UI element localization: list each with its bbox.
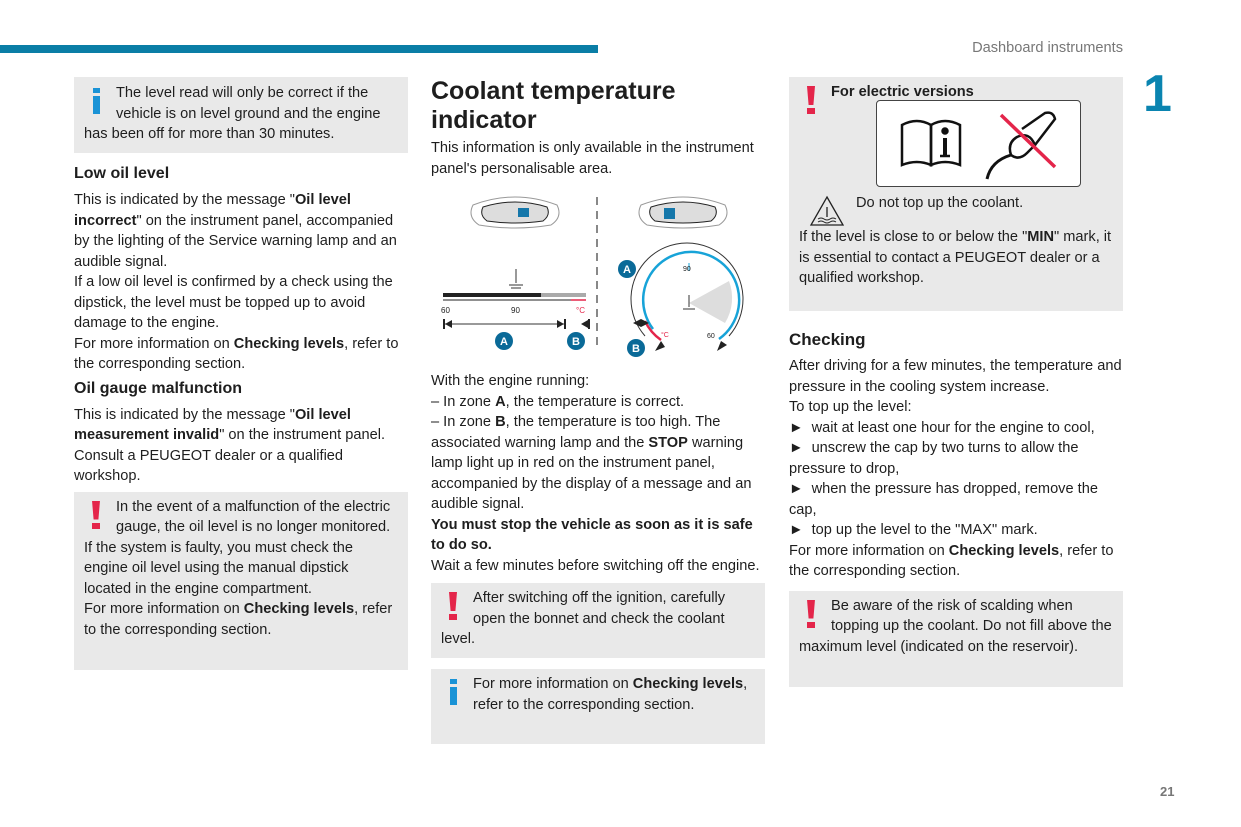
- min-level-text: If the level is close to or below the "MIN" mark, it is essential to contact a PEUGEOT dealer or a qualified workshop.: [799, 229, 1112, 286]
- info-text: The level read will only be correct if the vehicle is on level ground and the engine has been off for more than 30 minutes.: [84, 85, 381, 142]
- column-electric-checking: [789, 77, 1123, 687]
- checking-lead: To top up the level:: [789, 399, 912, 415]
- link-checking-levels[interactable]: Checking levels: [233, 335, 345, 352]
- wait-text: Wait a few minutes before switching off the engine.: [431, 557, 760, 574]
- page-number: 21: [1160, 784, 1175, 799]
- intro-text: This information is only available in the instrument panel's personalisable area.: [431, 140, 754, 177]
- zone-b-text: – In zone B, the temperature is too high. The associated warning lamp and the STOP warning lamp light up in red on the instrument panel, accompanied by the display of a message and an audible signal.: [431, 414, 752, 512]
- chapter-number: 1: [1143, 65, 1172, 123]
- coolant-gauge-figure: [431, 191, 765, 363]
- column-oil: [74, 77, 408, 670]
- info-icon: [84, 83, 106, 119]
- linear-gauge-fill: [443, 293, 541, 297]
- info-box-checking-levels: [431, 669, 765, 744]
- no-top-up-row: [799, 193, 1113, 225]
- linear-tick-90: 90: [511, 306, 520, 315]
- linear-gauge-rest: [541, 293, 586, 297]
- heading-checking: Checking: [789, 330, 866, 349]
- link-checking-levels[interactable]: Checking levels: [948, 542, 1060, 559]
- warning-text: After switching off the ignition, carefully open the bonnet and check the coolant level.: [441, 590, 726, 647]
- link-checking-levels[interactable]: Checking levels: [243, 601, 355, 617]
- hot-coolant-warning-icon: [809, 195, 845, 227]
- linear-unit: °C: [576, 306, 585, 315]
- warning-icon: [84, 497, 106, 533]
- link-checking-levels[interactable]: Checking levels: [632, 676, 744, 692]
- checking-more-info: For more information on Checking levels, refer to the corresponding section.: [789, 542, 1114, 579]
- low-oil-dipstick: If a low oil level is confirmed by a check using the dipstick, the level must be topped up to avoid damage to the engine.: [74, 274, 393, 331]
- no-top-up-text: Do not top up the coolant.: [856, 195, 1024, 211]
- info-box-level-read: [74, 77, 408, 153]
- zone-a-text: – In zone A, the temperature is correct.: [431, 393, 685, 410]
- linear-tick-60: 60: [441, 306, 450, 315]
- warning-box-gauge: [74, 492, 408, 670]
- stop-vehicle-text: You must stop the vehicle as soon as it is safe to do so.: [431, 516, 753, 553]
- gauge-malfunction-consult: Consult a PEUGEOT dealer or a qualified workshop.: [74, 447, 344, 484]
- low-oil-more-info: For more information on Checking levels, refer to the corresponding section.: [74, 335, 399, 372]
- low-oil-message: This is indicated by the message "Oil level incorrect" on the instrument panel, accompanied by the lighting of the Service warning lamp and an audible signal.: [74, 192, 397, 270]
- electric-heading: For electric versions: [831, 84, 974, 100]
- page-title: Coolant temperature indicator: [431, 77, 676, 134]
- checking-intro: After driving for a few minutes, the temperature and pressure in the cooling system increase.: [789, 358, 1122, 395]
- warning-icon: [799, 596, 821, 632]
- zone-b-label-linear: B: [572, 336, 580, 348]
- electric-versions-box: [789, 77, 1123, 311]
- warning-text-3: For more information on Checking levels, refer to the corresponding section.: [84, 601, 393, 638]
- warning-text-2: If the system is faulty, you must check the engine oil level using the manual dipstick located in the engine compartment.: [84, 539, 354, 597]
- manual-info-icon: [902, 121, 960, 165]
- warning-box-scalding: [789, 591, 1123, 687]
- running-head: Dashboard instruments: [972, 40, 1123, 56]
- zone-b-label-dial: B: [632, 343, 640, 355]
- zone-a-label-linear: A: [500, 336, 508, 348]
- no-coolant-filling-icon: [987, 113, 1055, 179]
- dial-tick-60: 60: [707, 333, 715, 340]
- gauge-malfunction-message: This is indicated by the message "Oil level measurement invalid" on the instrument panel.: [74, 406, 385, 443]
- heading-gauge-malfunction: Oil gauge malfunction: [74, 379, 243, 397]
- checking-step: ► wait at least one hour for the engine to cool,: [789, 419, 1095, 436]
- coolant-gauge-illustration: [431, 191, 765, 363]
- dial-gauge: [618, 243, 743, 357]
- checking-step: ► unscrew the cap by two turns to allow the pressure to drop,: [789, 440, 1079, 477]
- dial-unit: °C: [661, 332, 669, 339]
- checking-step: ► when the pressure has dropped, remove the cap,: [789, 481, 1098, 518]
- running-lead: With the engine running:: [431, 373, 590, 389]
- info-icon: [441, 674, 463, 710]
- thermometer-icon-linear: [509, 269, 523, 288]
- instrument-cluster-icon-left: [471, 197, 559, 228]
- column-coolant: [431, 77, 765, 744]
- warning-text: Be aware of the risk of scalding when topping up the coolant. Do not fill above the maximum level (indicated on the reservoir).: [799, 597, 1112, 655]
- header-accent-bar: [0, 45, 598, 53]
- heading-low-oil: Low oil level: [74, 165, 170, 182]
- warning-icon: [799, 82, 821, 118]
- info-text: For more information on Checking levels, refer to the corresponding section.: [473, 676, 748, 713]
- electric-symbols-panel: [876, 100, 1081, 187]
- warning-icon: [441, 588, 463, 624]
- dial-tick-90: 90: [683, 266, 691, 273]
- zone-a-label-dial: A: [623, 264, 631, 276]
- warning-box-bonnet: [431, 583, 765, 658]
- instrument-cluster-icon-right: [639, 197, 727, 228]
- warning-text-1: In the event of a malfunction of the electric gauge, the oil level is no longer monitored.: [116, 498, 391, 535]
- checking-step: ► top up the level to the "MAX" mark.: [789, 522, 1038, 538]
